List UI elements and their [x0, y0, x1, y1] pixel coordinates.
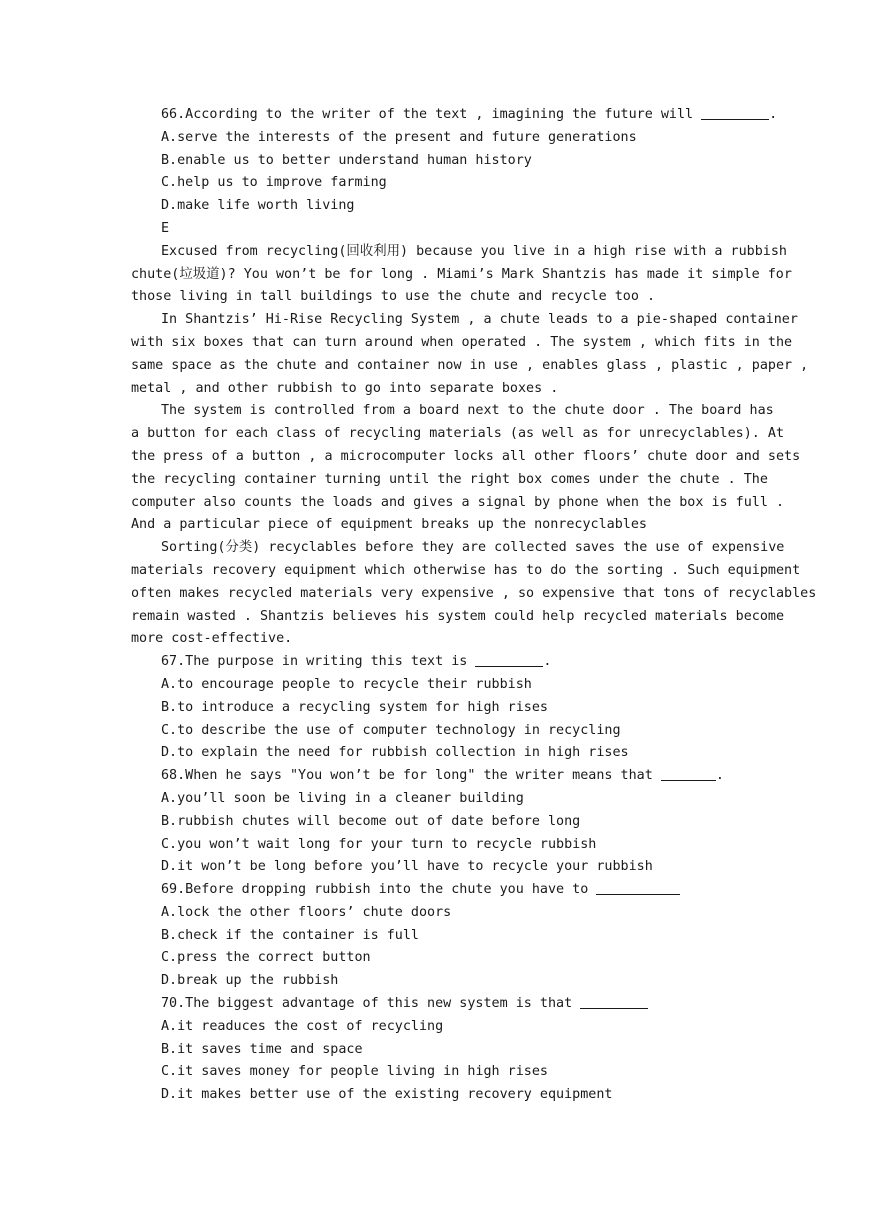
question-stem: 70.The biggest advantage of this new system is that [161, 996, 573, 1012]
option-66-d: D.make life worth living [161, 198, 355, 214]
question-stem: 69.Before dropping rubbish into the chute you have to [161, 882, 589, 898]
option-69-a: A.lock the other floors’ chute doors [161, 904, 452, 920]
option-70-c: C.it saves money for people living in high rises [161, 1064, 548, 1080]
option-66-c: C.help us to improve farming [161, 175, 387, 191]
question-69 [131, 879, 737, 902]
question-stem: 67.The purpose in writing this text is [161, 654, 468, 670]
option-68-b: B.rubbish chutes will become out of date before long [161, 813, 581, 829]
option-70-a: A.it readuces the cost of recycling [161, 1018, 444, 1034]
option-66-b: B.enable us to better understand human history [161, 152, 532, 168]
question-68: 68.When he says "You won’t be for long" the writer means that . [161, 768, 724, 784]
answer-blank [701, 106, 769, 120]
section-letter: E [161, 220, 170, 236]
option-68-d: D.it won’t be long before you’ll have to recycle your rubbish [161, 859, 653, 875]
question-70 [131, 993, 737, 1016]
passage-paragraph-3: The system is controlled from a board next to the chute door . The board has a button for each class of recycling materials (as well as for unrecyclables). At the press of a button , a microcomputer locks all other floors’ chute door and sets the recycling container turning until the right box comes under the chute . The computer also counts the loads and gives a signal by phone when the box is full . And a particular piece of equipment breaks up the nonrecyclables [131, 403, 801, 533]
option-66-a: A.serve the interests of the present and future generations [161, 129, 637, 145]
option-68-c: C.you won’t wait long for your turn to recycle rubbish [161, 836, 597, 852]
option-70-b: B.it saves time and space [161, 1041, 363, 1057]
option-69-b: B.check if the container is full [161, 927, 419, 943]
passage-paragraph-2: In Shantzis’ Hi-Rise Recycling System , a chute leads to a pie-shaped container with six boxes that can turn around when operated . The system , which fits in the same space as the chute and container now in use , enables glass , plastic , paper , metal , and other rubbish to go into separate boxes . [131, 312, 809, 396]
question-67: 67.The purpose in writing this text is . [161, 654, 552, 670]
answer-blank [475, 653, 543, 667]
passage-paragraph-1: Excused from recycling(回收利用) because you live in a high rise with a rubbish chute(垃圾道)? You won’t be for long . Miami’s Mark Shantzis has made it simple for those living in tall buildings to use the chute and recycle too . [131, 243, 792, 305]
question-stem: 68.When he says "You won’t be for long" the writer means that [161, 768, 653, 784]
passage-paragraph-4: Sorting(分类) recyclables before they are collected saves the use of expensive materials recovery equipment which otherwise has to do the sorting . Such equipment often makes recycled materials very expensive , so expensive that tons of recyclables remain wasted . Shantzis believes his system could help recycled materials become more cost-effective. [131, 540, 817, 647]
question-66: 66.According to the writer of the text , imagining the future will . [161, 107, 778, 122]
option-70-d: D.it makes better use of the existing recovery equipment [161, 1087, 613, 1103]
answer-blank [596, 881, 680, 895]
answer-blank [580, 995, 648, 1009]
option-67-b: B.to introduce a recycling system for high rises [161, 699, 548, 715]
answer-blank [661, 767, 716, 781]
option-69-c: C.press the correct button [161, 950, 371, 966]
option-67-c: C.to describe the use of computer technology in recycling [161, 722, 621, 738]
document-page [131, 104, 817, 1107]
question-stem: 66.According to the writer of the text , imagining the future will [161, 107, 694, 122]
option-68-a: A.you’ll soon be living in a cleaner building [161, 790, 524, 806]
option-67-d: D.to explain the need for rubbish collection in high rises [161, 745, 629, 761]
option-67-a: A.to encourage people to recycle their rubbish [161, 676, 532, 692]
option-69-d: D.break up the rubbish [161, 973, 339, 989]
